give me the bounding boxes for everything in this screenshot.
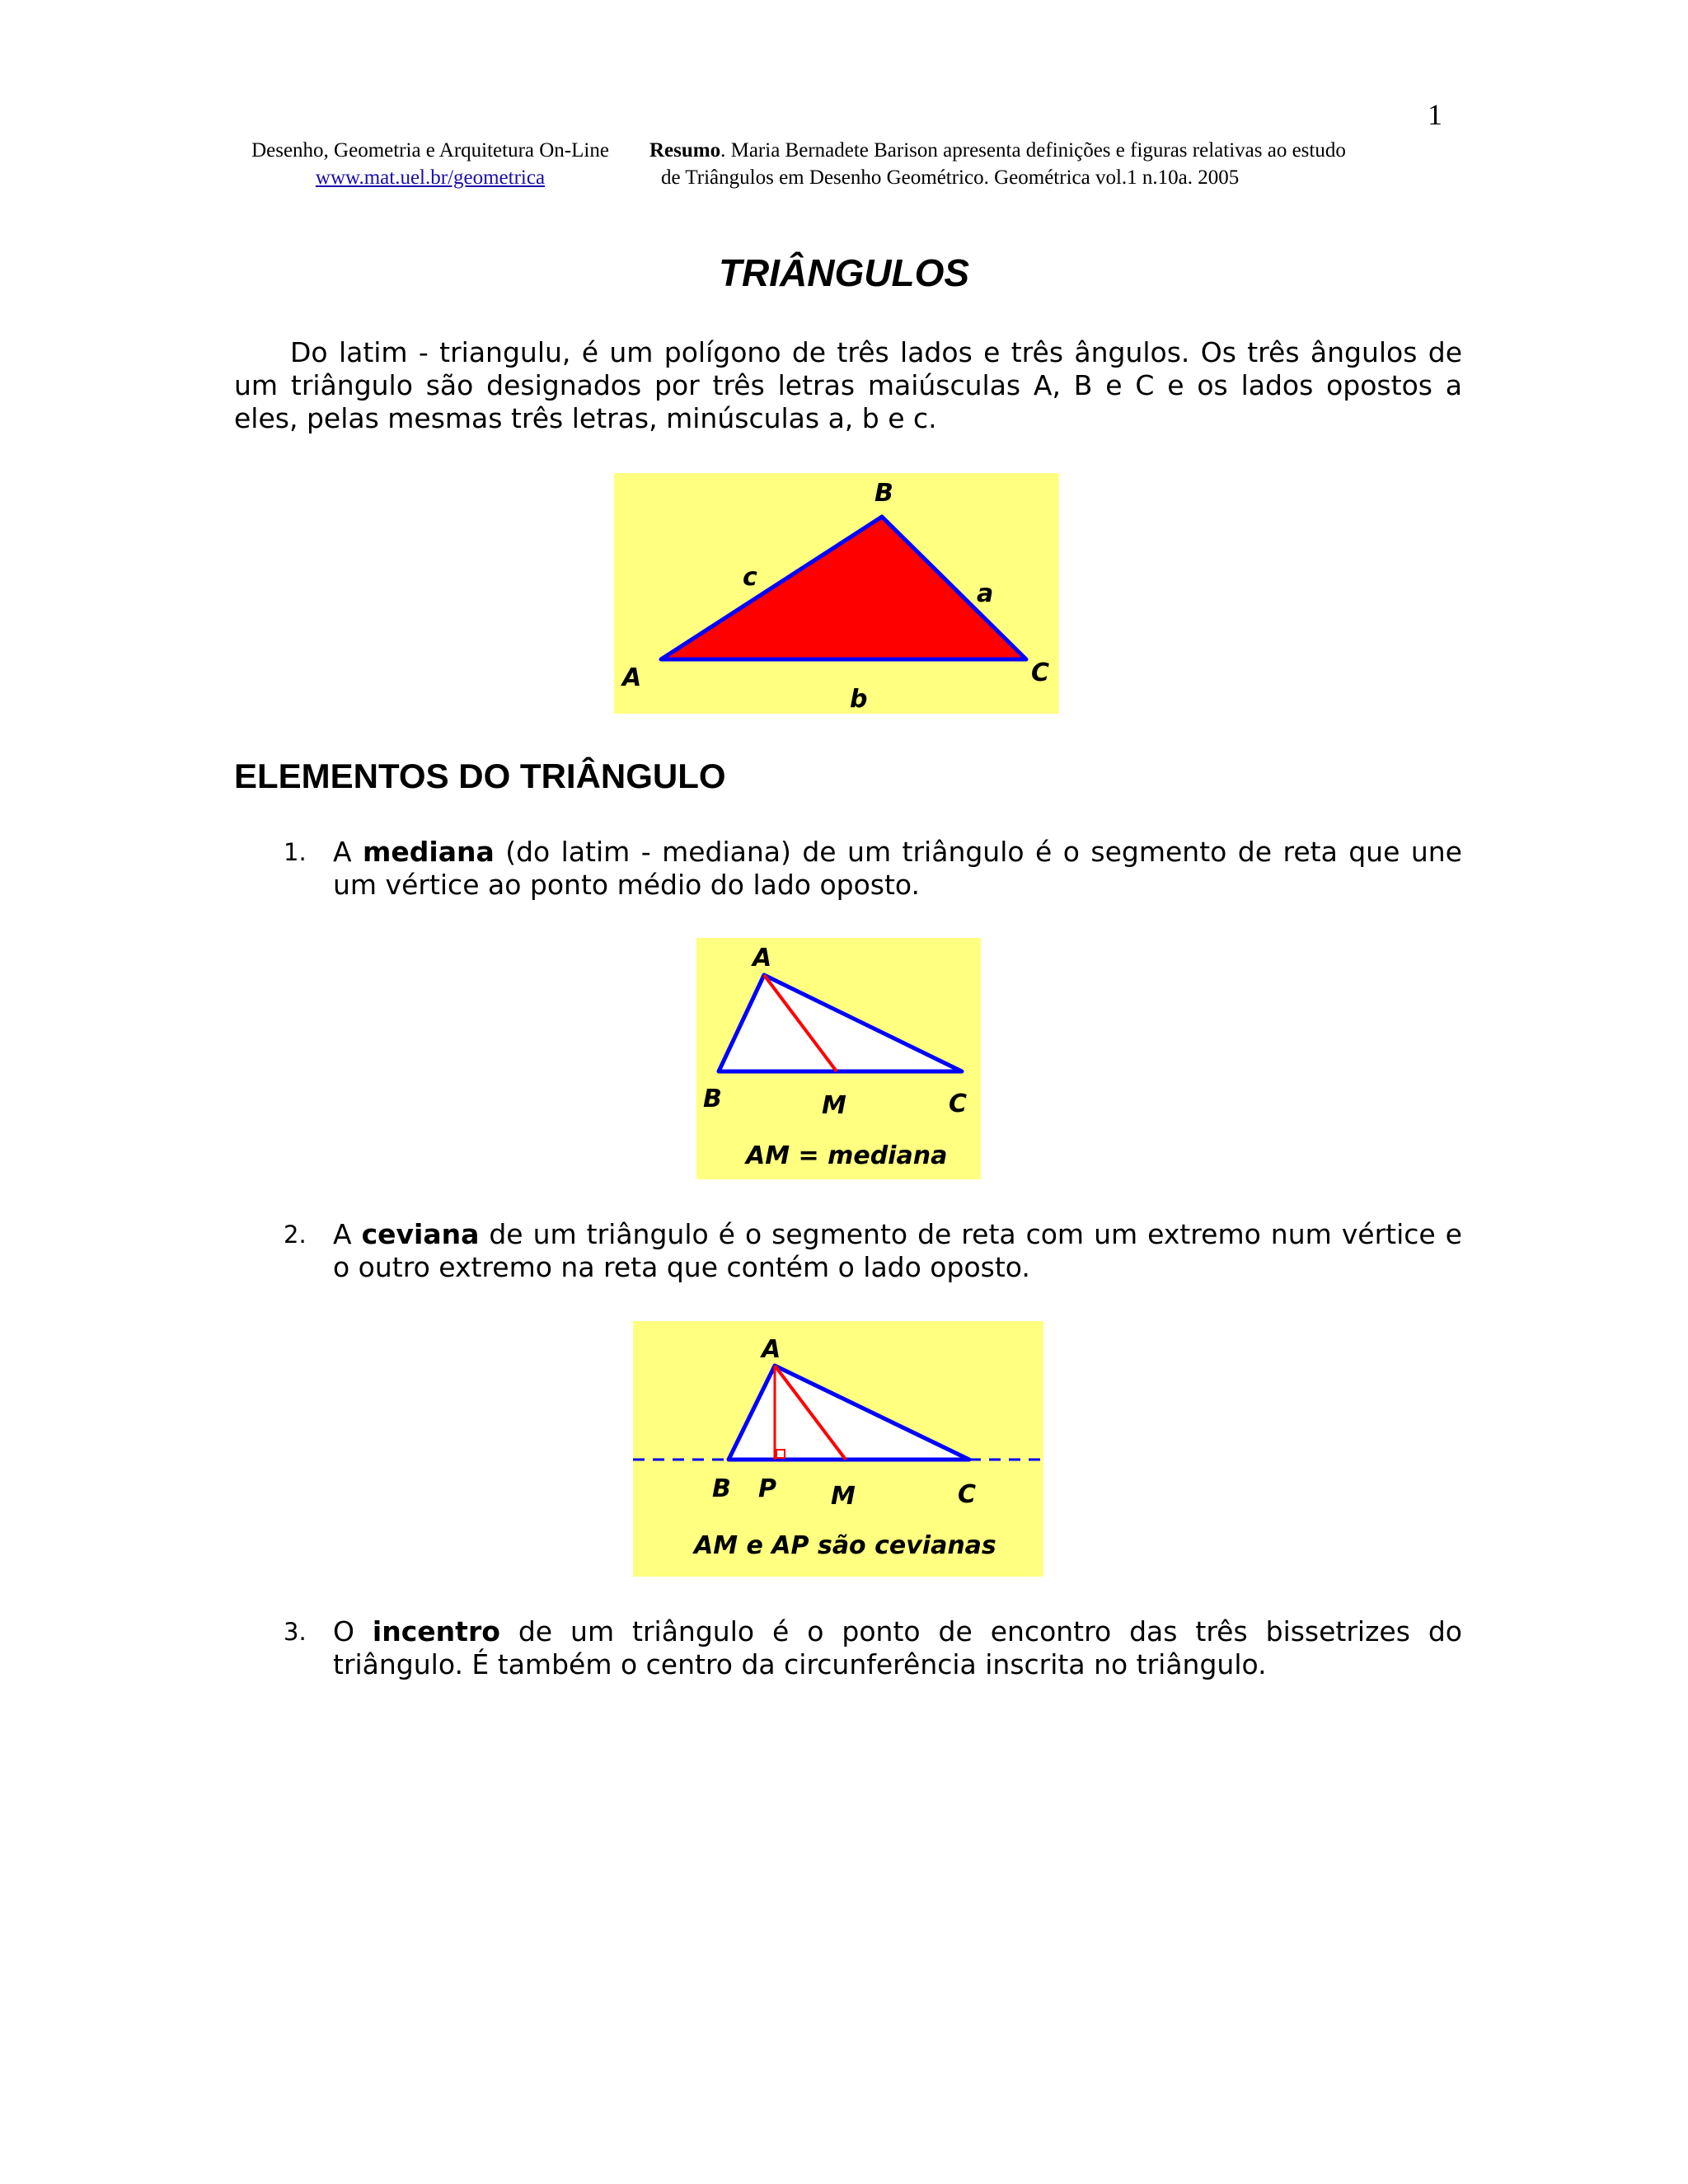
label-vertex-b: B xyxy=(703,1085,722,1113)
header-abstract xyxy=(649,137,1432,191)
item-text: A mediana (do latim - mediana) de um triângulo é o segmento de reta que une um vértice ao ponto médio do lado oposto. xyxy=(333,836,1462,901)
label-vertex-c: C xyxy=(958,1480,977,1509)
triangle-abc-shape xyxy=(661,517,1026,659)
item-text: O incentro de um triângulo é o ponto de encontro das três bissetrizes do triângulo. É também o centro da circunferência inscrita no triângulo. xyxy=(333,1615,1462,1680)
label-vertex-a: A xyxy=(762,1335,781,1364)
list-item-ceviana xyxy=(234,1218,1462,1284)
mediana-diagram xyxy=(696,938,981,1179)
label-midpoint-m: M xyxy=(831,1482,856,1511)
journal-name: Desenho, Geometria e Arquitetura On-Line xyxy=(251,139,609,162)
mediana-triangle xyxy=(719,975,962,1071)
mediana-figure xyxy=(696,938,981,1179)
item-number: 3. xyxy=(284,1618,307,1646)
item-number: 2. xyxy=(284,1221,307,1249)
label-midpoint-m: M xyxy=(822,1091,846,1120)
page-number: 1 xyxy=(1428,98,1442,131)
label-side-b: b xyxy=(850,685,868,714)
triangle-abc-diagram xyxy=(614,473,1059,714)
label-vertex-b: B xyxy=(712,1474,731,1503)
intro-paragraph xyxy=(234,336,1462,435)
label-side-a: a xyxy=(977,579,994,608)
label-vertex-b: B xyxy=(874,479,893,508)
ceviana-caption: AM e AP são cevianas xyxy=(694,1531,996,1560)
abstract-line-2: de Triângulos em Desenho Geométrico. Geométrica vol.1 n.10a. 2005 xyxy=(661,166,1240,189)
ceviana-diagram xyxy=(633,1321,1043,1577)
item-text: A ceviana de um triângulo é o segmento de reta com um extremo num vértice e o outro extremo na reta que contém o lado oposto. xyxy=(333,1218,1462,1283)
mediana-caption: AM = mediana xyxy=(746,1141,948,1170)
label-vertex-a: A xyxy=(622,663,642,692)
list-item-incentro xyxy=(234,1615,1462,1681)
term-ceviana: ceviana xyxy=(361,1218,480,1250)
term-mediana: mediana xyxy=(363,836,495,868)
triangle-abc-figure xyxy=(614,473,1059,714)
label-side-c: c xyxy=(743,563,757,592)
journal-link[interactable]: www.mat.uel.br/geometrica xyxy=(315,166,546,189)
ceviana-figure xyxy=(633,1321,1043,1577)
label-vertex-a: A xyxy=(753,944,772,972)
abstract-line-1: . Maria Bernadete Barison apresenta definições e figuras relativas ao estudo xyxy=(720,139,1346,162)
item-number: 1. xyxy=(284,838,307,866)
label-vertex-c: C xyxy=(1031,658,1050,687)
list-item-mediana xyxy=(234,836,1462,902)
intro-text: Do latim - triangulu, é um polígono de três lados e três ângulos. Os três ângulos de um triângulo são designados por três letras maiúsculas A, B e C e os lados opostos a eles, pelas mesmas três letras, minúsculas a, b e c. xyxy=(234,336,1462,434)
section-heading: ELEMENTOS DO TRIÂNGULO xyxy=(234,757,726,795)
term-incentro: incentro xyxy=(372,1615,500,1647)
abstract-label: Resumo xyxy=(649,139,721,162)
label-foot-p: P xyxy=(758,1474,776,1503)
label-vertex-c: C xyxy=(949,1090,968,1118)
header-journal xyxy=(224,137,636,191)
ceviana-triangle xyxy=(729,1366,969,1460)
page-title: TRIÂNGULOS xyxy=(718,251,970,294)
